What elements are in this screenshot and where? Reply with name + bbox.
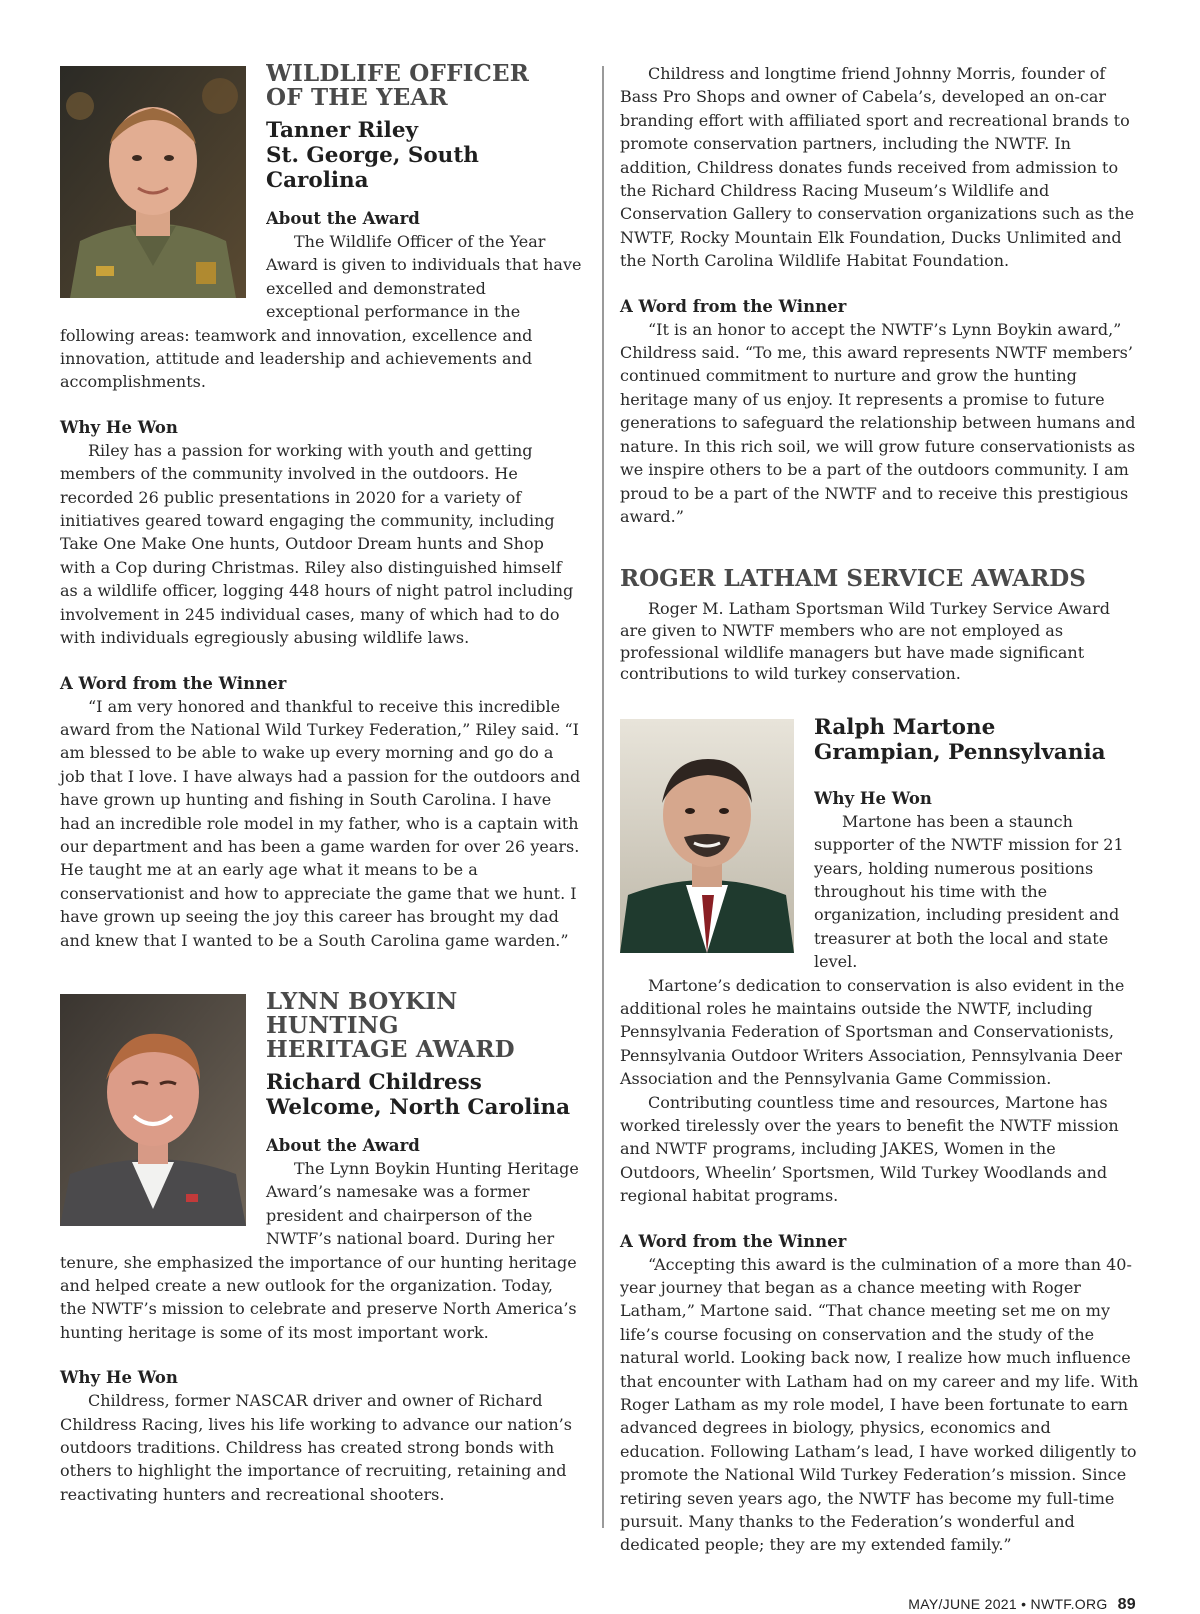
word-heading: A Word from the Winner	[60, 673, 287, 693]
why-text: Childress, former NASCAR driver and owner of Richard Childress Racing, lives his life working to advance our nation’s outdoors traditions. Childress has created strong bonds with others to highlight the importance of recruiting, retaining and reactivating hunters and recreational shooters.	[60, 1391, 572, 1504]
right-column	[620, 62, 1140, 1557]
word-text: “Accepting this award is the culmination of a more than 40-year journey that began as a chance meeting with Roger Latham,” Martone said. “That chance meeting set me on my life’s course focusing on conservation and the study of the natural world. Looking back now, I realize how much influence that encounter with Latham had on my career and my life. With Roger Latham as my role model, I have been fortunate to earn advanced degrees in biology, physics, economics and education. Following Latham’s lead, I have worked diligently to promote the National Wild Turkey Federation’s mission. Since retiring seven years ago, the NWTF has become my full-time pursuit. Many thanks to the Federation’s wonderful and dedicated people; they are my extended family.”	[620, 1254, 1139, 1555]
lynn-boykin-continued	[620, 62, 1140, 528]
wildlife-officer-heading	[266, 62, 582, 230]
ralph-martone-photo	[620, 719, 794, 953]
about-text: The Lynn Boykin Hunting Heritage Award’s namesake was a former president and chairperson of the NWTF’s national board. During her tenure, she emphasized the importance of our hunting heritage and helped create a new outlook for the organization. Today, the NWTF’s mission to celebrate and preserve North America’s hunting heritage is some of its most important work.	[60, 1158, 579, 1342]
lynn-boykin-section	[60, 990, 582, 1506]
ralph-martone-block	[620, 715, 1140, 1557]
word-heading: A Word from the Winner	[620, 296, 847, 316]
winner-name: Tanner Riley	[266, 118, 419, 143]
about-heading: About the Award	[266, 1135, 420, 1155]
why-text-3: Contributing countless time and resources, Martone has worked tirelessly over the years to benefit the NWTF mission and NWTF programs, including JAKES, Women in the Outdoors, Wheelin’ Sportsmen, Wild Turkey Woodlands and regional habitat programs.	[620, 1092, 1119, 1206]
about-text: The Wildlife Officer of the Year Award is given to individuals that have excelled and demonstrated exceptional performance in the following areas: teamwork and innovation, excellence and innovation, attitude and leadership and achievements and accomplishments.	[60, 232, 582, 392]
word-text: “It is an honor to accept the NWTF’s Lynn Boykin award,” Childress said. “To me, this award represents NWTF members’ continued commitment to nurture and grow the hunting heritage many of us enjoy. It represents a promise to future generations to safeguard the relationship between humans and nature. In this rich soil, we will grow future conservationists as we inspire others to be a part of the outdoors community. I am proud to be a part of the NWTF and to receive this prestigious award.”	[620, 319, 1136, 526]
richard-childress-photo	[60, 994, 246, 1226]
page-number: 89	[1117, 1596, 1136, 1613]
winner-name: Ralph Martone	[814, 714, 996, 740]
tanner-riley-photo	[60, 66, 246, 298]
ralph-martone-heading	[814, 715, 1140, 810]
winner-location: St. George, South Carolina	[266, 143, 479, 193]
award-title	[266, 62, 582, 110]
roger-latham-section	[620, 566, 1140, 1557]
word-heading: A Word from the Winner	[620, 1231, 847, 1251]
why-heading: Why He Won	[60, 1368, 178, 1388]
why-text-1: Martone has been a staunch supporter of the NWTF mission for 21 years, holding numerous positions throughout his time with the organization, including president and treasurer at both the local and state level.	[814, 811, 1124, 972]
award-title	[266, 990, 582, 1062]
winner-location: Grampian, Pennsylvania	[814, 739, 1106, 765]
award-title-line-1: LYNN BOYKIN HUNTING	[266, 989, 458, 1039]
award-title-line-2: HERITAGE AWARD	[266, 1035, 515, 1063]
section-title: ROGER LATHAM SERVICE AWARDS	[620, 565, 1086, 593]
why-text-2: Martone’s dedication to conservation is also evident in the additional roles he maintains outside the NWTF, including Pennsylvania Federation of Sportsman and Conservationists, Pennsylvania Outdoor Writers Association, Pennsylvania Deer Association and the Pennsylvania Game Commission.	[620, 975, 1125, 1089]
winner-name: Richard Childress	[266, 1069, 482, 1095]
winner-location: Welcome, North Carolina	[266, 1094, 571, 1120]
award-title-line-2: OF THE YEAR	[266, 84, 448, 111]
word-text: “I am very honored and thankful to receive this incredible award from the National Wild Turkey Federation,” Riley said. “I am blessed to be able to wake up every morning and go do a job that I love. I have always had a passion for the outdoors and have grown up hunting and fishing in South Carolina. I have had an incredible role model in my father, who is a captain with our department and has been a game warden for over 26 years. He taught me at an early age what it means to be a conservationist and how to appreciate the game that we hunt. I have grown up seeing the joy this career has brought my dad and knew that I wanted to be a South Carolina game warden.”	[60, 696, 581, 950]
page-footer	[908, 1596, 1136, 1614]
about-heading: About the Award	[266, 209, 420, 228]
issue-label: MAY/JUNE 2021 • NWTF.ORG	[908, 1596, 1108, 1612]
lynn-boykin-heading	[266, 990, 582, 1157]
column-divider	[602, 66, 604, 1528]
award-title-line-1: WILDLIFE OFFICER	[266, 62, 530, 87]
wildlife-officer-section	[60, 62, 582, 952]
intro-block	[620, 598, 1140, 684]
continued-text: Childress and longtime friend Johnny Morris, founder of Bass Pro Shops and owner of Cabela’s, developed an on-car branding effort with affiliated sport and recreational brands to promote conservation partners, including the NWTF. In addition, Childress donates funds received from admission to the Richard Childress Racing Museum’s Wildlife and Conservation Gallery to conservation organizations such as the NWTF, Rocky Mountain Elk Foundation, Ducks Unlimited and the North Carolina Wildlife Habitat Foundation.	[620, 64, 1135, 271]
intro-text: Roger M. Latham Sportsman Wild Turkey Service Award are given to NWTF members who are not employed as professional wildlife managers but have made significant contributions to wild turkey conservation.	[620, 599, 1110, 684]
why-text: Riley has a passion for working with youth and getting members of the community involved in the outdoors. He recorded 26 public presentations in 2020 for a variety of initiatives geared toward engaging the community, including Take One Make One hunts, Outdoor Dream hunts and Shop with a Cop during Christmas. Riley also distinguished himself as a wildlife officer, logging 448 hours of night patrol including involvement in 245 individual cases, many of which had to do with individuals egregiously abusing wildlife laws.	[60, 440, 574, 648]
why-heading: Why He Won	[60, 417, 178, 437]
left-column	[60, 62, 582, 1506]
why-heading: Why He Won	[814, 788, 932, 808]
